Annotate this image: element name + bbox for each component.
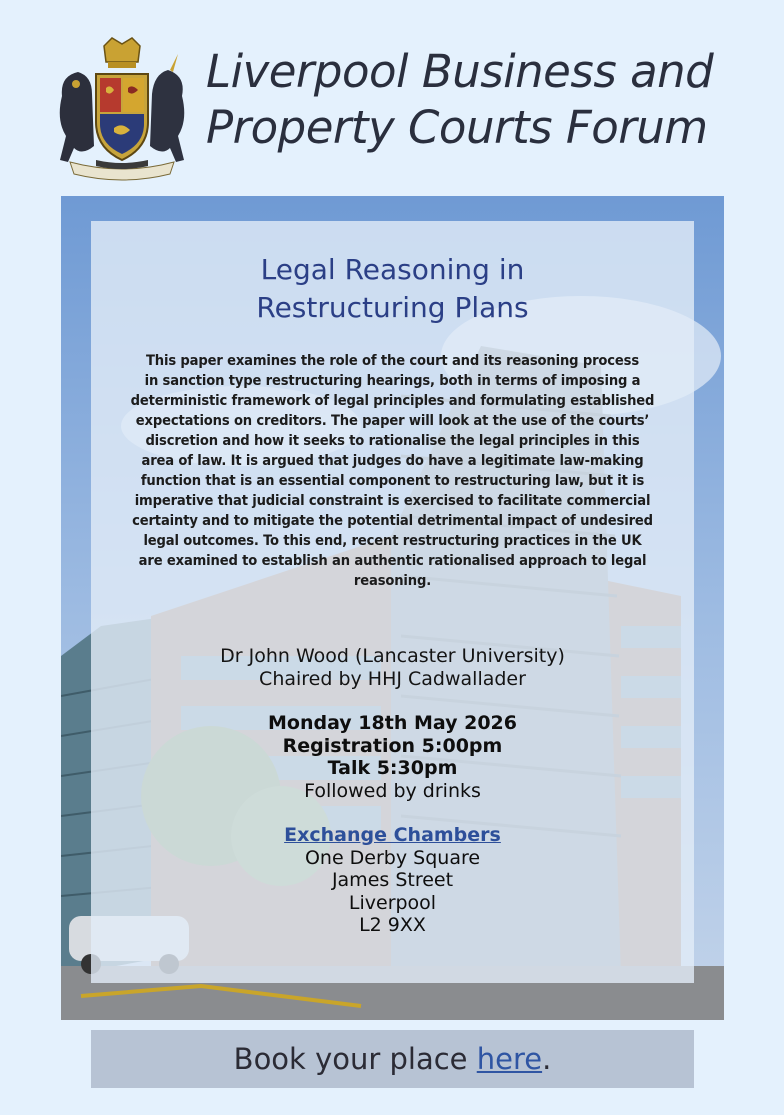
forum-title-line-1: Liverpool Business and [206,45,714,98]
talk-time: Talk 5:30pm [327,757,458,779]
chair-name: Chaired by HHJ Cadwallader [259,667,526,690]
abstract-line: in sanction type restructuring hearings, both in terms of imposing a [144,372,641,389]
abstract-line: deterministic framework of legal principles and formulating established [130,392,655,409]
forum-title-line-2: Property Courts Forum [206,101,708,154]
speaker-name: Dr John Wood (Lancaster University) [220,645,565,667]
venue-address-line: One Derby Square [304,846,481,869]
event-title [91,251,694,327]
forum-title [206,44,766,156]
booking-link[interactable]: here [476,1042,543,1076]
abstract-line: certainty and to mitigate the potential detrimental impact of undesired [132,512,653,529]
abstract-line: are examined to establish an authentic rationalised approach to legal [138,552,647,569]
abstract-line: legal outcomes. To this end, recent restructuring practices in the UK [143,532,642,549]
venue-address-line: James Street [331,869,454,891]
venue-address-line: Liverpool [348,891,437,914]
abstract-line: This paper examines the role of the court and its reasoning process [145,352,640,369]
event-abstract [95,351,690,591]
venue-info [91,824,694,937]
booking-text: Book your place [233,1042,477,1076]
abstract-line: imperative that judicial constraint is exercised to facilitate commercial [134,492,651,509]
venue-link[interactable]: Exchange Chambers [284,824,501,846]
abstract-line: reasoning. [353,572,432,589]
event-title-line-1: Legal Reasoning in [260,253,525,286]
abstract-line: discretion and how it seeks to rationalise the legal principles in this [145,432,640,449]
abstract-line: expectations on creditors. The paper will look at the use of the courts’ [135,412,650,429]
speaker-info [91,645,694,690]
abstract-line: function that is an essential component to restructuring law, but it is [140,472,645,489]
booking-suffix: . [542,1042,552,1076]
event-schedule [91,712,694,802]
event-date: Monday 18th May 2026 [267,712,517,734]
event-title-line-2: Restructuring Plans [256,291,529,324]
abstract-line: area of law. It is argued that judges do have a legitimate law-making [141,452,644,469]
royal-coat-of-arms-icon [52,36,192,182]
event-panel [91,221,694,983]
venue-address-line: L2 9XX [359,914,426,936]
drinks-note: Followed by drinks [304,779,481,802]
booking-bar [91,1030,694,1088]
registration-time: Registration 5:00pm [282,734,503,757]
